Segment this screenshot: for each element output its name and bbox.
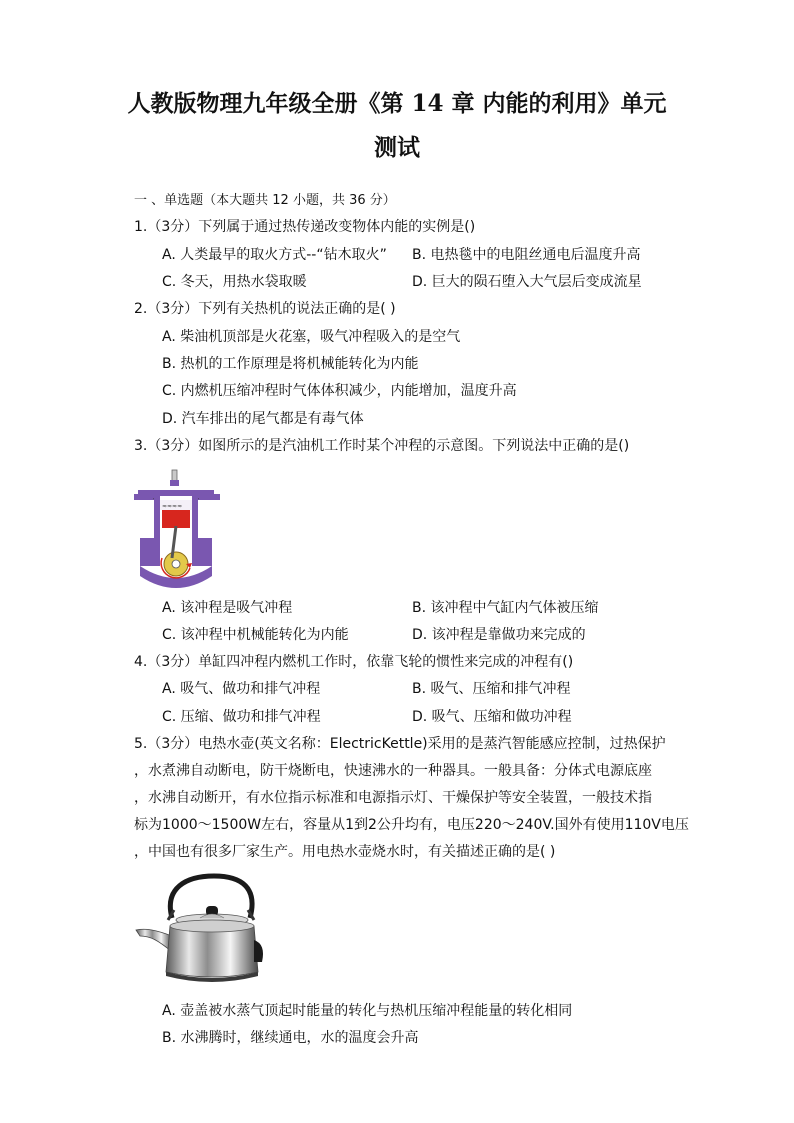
question-4-option-a: A. 吸气、做功和排气冲程: [162, 681, 321, 697]
question-2-stem: 2.（3分）下列有关热机的说法正确的是( ): [134, 301, 396, 317]
question-1-option-c: C. 冬天，用热水袋取暖: [162, 274, 307, 290]
electric-kettle-image: [134, 870, 274, 988]
svg-text:≈≈≈≈: ≈≈≈≈: [162, 503, 183, 510]
question-3-stem: 3.（3分）如图所示的是汽油机工作时某个冲程的示意图。下列说法中正确的是(): [134, 438, 630, 454]
question-3-option-a: A. 该冲程是吸气冲程: [162, 600, 293, 616]
question-3-option-d: D. 该冲程是靠做功来完成的: [412, 627, 586, 643]
question-4-option-b: B. 吸气、压缩和排气冲程: [412, 681, 571, 697]
question-5-stem-line-3: ，水沸自动断开，有水位指示标准和电源指示灯、干燥保护等安全装置，一般技术指: [134, 790, 652, 806]
question-4-stem: 4.（3分）单缸四冲程内燃机工作时，依靠飞轮的惯性来完成的冲程有(): [134, 654, 574, 670]
question-1-option-d: D. 巨大的陨石堕入大气层后变成流星: [412, 274, 642, 290]
question-5-stem-line-4: 标为1000～1500W左右，容量从1到2公升均有，电压220～240V.国外有使用110V电压: [134, 817, 689, 833]
question-5-stem-line-1: 5.（3分）电热水壶(英文名称：ElectricKettle)采用的是蒸汽智能感应控制，过热保护: [134, 736, 666, 752]
question-4-option-c: C. 压缩、做功和排气冲程: [162, 709, 321, 725]
question-5-option-a: A. 壶盖被水蒸气顶起时能量的转化与热机压缩冲程能量的转化相同: [162, 1003, 573, 1019]
question-2-option-d: D. 汽车排出的尾气都是有毒气体: [162, 411, 364, 427]
question-5-option-b: B. 水沸腾时，继续通电，水的温度会升高: [162, 1030, 419, 1046]
question-2-option-c: C. 内燃机压缩冲程时气体体积减少，内能增加，温度升高: [162, 383, 517, 399]
engine-stroke-diagram: [132, 468, 232, 588]
question-1-option-a: A. 人类最早的取火方式--“钻木取火”: [162, 247, 387, 263]
page-title: 人教版物理九年级全册《第 14 章 内能的利用》单元测试: [127, 90, 667, 161]
question-1-option-b: B. 电热毯中的电阻丝通电后温度升高: [412, 247, 641, 263]
question-5-stem-line-5: ，中国也有很多厂家生产。用电热水壶烧水时，有关描述正确的是( ): [134, 844, 556, 860]
question-2-option-a: A. 柴油机顶部是火花塞，吸气冲程吸入的是空气: [162, 329, 461, 345]
section-heading: 一 、单选题（本大题共 12 小题，共 36 分）: [134, 193, 396, 208]
question-2-option-b: B. 热机的工作原理是将机械能转化为内能: [162, 356, 419, 372]
question-5-stem-line-2: ，水煮沸自动断电，防干烧断电，快速沸水的一种器具。一般具备：分体式电源底座: [134, 763, 652, 779]
question-3-option-b: B. 该冲程中气缸内气体被压缩: [412, 600, 599, 616]
question-3-option-c: C. 该冲程中机械能转化为内能: [162, 627, 349, 643]
question-4-option-d: D. 吸气、压缩和做功冲程: [412, 709, 572, 725]
question-1-stem: 1.（3分）下列属于通过热传递改变物体内能的实例是(): [134, 219, 476, 235]
